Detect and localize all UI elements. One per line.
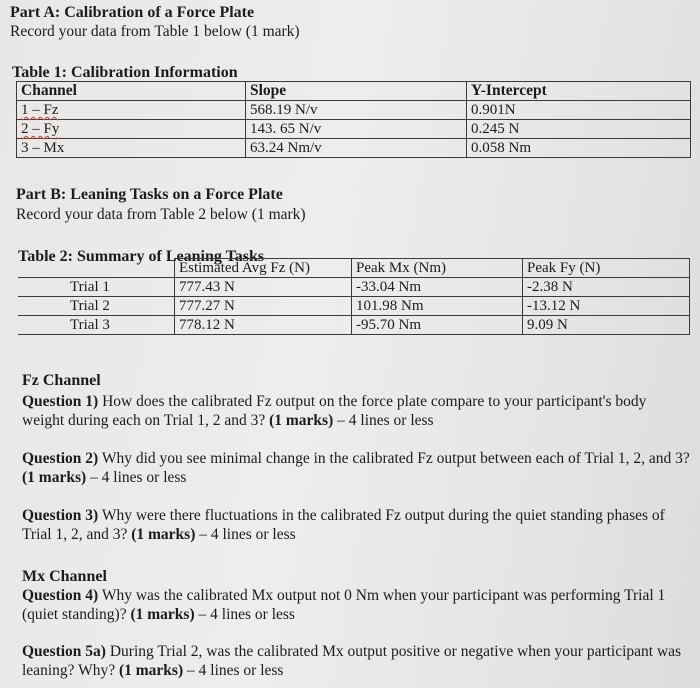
table1-cell-slope: 568.19 N/v [246, 101, 467, 120]
table1-cell-channel [17, 101, 246, 120]
question-3-tail: – 4 lines or less [195, 526, 296, 543]
channel-label: 1 – Fz [21, 102, 59, 118]
question-1 [22, 392, 692, 430]
table2-cell-fz: 777.43 N [175, 278, 352, 297]
table1-header-row [17, 82, 691, 101]
question-4-label: Question 4) [22, 587, 99, 604]
question-3 [22, 506, 692, 544]
question-3-marks: (1 marks) [131, 526, 196, 543]
table-row [18, 316, 690, 335]
table1-cell-intercept: 0.245 N [467, 120, 691, 139]
question-5a-marks: (1 marks) [118, 662, 184, 679]
question-4-tail: – 4 lines or less [194, 606, 295, 623]
channel-label: 2 – Fy [21, 121, 60, 137]
table-row [17, 139, 691, 158]
table1-cell-slope: 63.24 Nm/v [246, 139, 467, 158]
part-a-title: Part A: Calibration of a Force Plate [10, 4, 255, 21]
table1-caption: Table 1: Calibration Information [12, 64, 238, 81]
table2-cell-fz: 777.27 N [175, 297, 352, 316]
question-1-label: Question 1) [22, 393, 99, 410]
table2-header-blank [18, 259, 175, 278]
header-fz-label: Estimated Avg Fz (N) [179, 260, 310, 276]
table1-header-slope: Slope [246, 82, 467, 101]
question-1-marks: (1 marks) [269, 412, 334, 429]
part-a-instruction [10, 23, 300, 41]
table2-header-fz [175, 259, 352, 278]
table2-cell-fz: 778.12 N [175, 316, 352, 335]
table1-header-intercept: Y-Intercept [467, 82, 691, 101]
table1-cell-channel [17, 120, 246, 139]
question-5a-tail: – 4 lines or less [183, 662, 284, 679]
table2-leaning-tasks [18, 258, 690, 335]
question-2-text: Why did you see minimal change in the calibrated Fz output between each of Trial 1, 2, and 3? [98, 450, 690, 467]
question-2-marks: (1 marks) [22, 469, 87, 486]
table2-cell-fy: -2.38 N [523, 278, 690, 297]
table-row [18, 278, 690, 297]
question-5a-label: Question 5a) [22, 643, 106, 660]
table2-cell-fy: 9.09 N [523, 316, 690, 335]
table1-calibration [16, 81, 691, 158]
table1-cell-intercept: 0.901N [467, 101, 691, 120]
question-3-text: Why were there fluctuations in the calibrated Fz output during the quiet standing phases of Trial 1, 2, and 3? [22, 507, 665, 543]
part-a-instruction-text: Record your data from Table 1 below (1 mark) [10, 23, 300, 40]
mx-channel-heading: Mx Channel [22, 568, 107, 585]
question-4 [22, 586, 692, 624]
table1-cell-slope: 143. 65 N/v [246, 120, 467, 139]
table2-cell-trial: Trial 2 [18, 297, 175, 316]
question-5a [22, 642, 692, 680]
question-4-marks: (1 marks) [130, 606, 195, 623]
table2-cell-mx: -95.70 Nm [352, 316, 523, 335]
table1-header-channel: Channel [17, 82, 246, 101]
table-row [18, 297, 690, 316]
fz-channel-heading: Fz Channel [22, 372, 101, 389]
table1-cell-intercept: 0.058 Nm [467, 139, 691, 158]
table2-header-fy: Peak Fy (N) [523, 259, 690, 278]
question-2 [22, 449, 692, 487]
question-1-text: How does the calibrated Fz output on the force plate compare to your participant's body weight during each on Trial 1, 2 and 3? [22, 393, 647, 429]
table2-cell-mx: -33.04 Nm [352, 278, 523, 297]
table2-caption: Table 2: Summary of Leaning Tasks [18, 248, 265, 265]
question-2-label: Question 2) [22, 450, 99, 467]
part-b-title: Part B: Leaning Tasks on a Force Plate [16, 186, 283, 203]
table2-cell-trial: Trial 1 [18, 278, 175, 297]
table2-cell-mx: 101.98 Nm [352, 297, 523, 316]
part-b-instruction: Record your data from Table 2 below (1 mark) [16, 206, 306, 223]
table2-header-row [18, 259, 690, 278]
table-row [17, 101, 691, 120]
question-2-tail: – 4 lines or less [86, 469, 187, 486]
question-3-label: Question 3) [22, 507, 99, 524]
table1-cell-channel: 3 – Mx [17, 139, 246, 158]
question-4-text: Why was the calibrated Mx output not 0 Nm when your participant was performing Trial 1 (quiet standing)? [22, 587, 666, 623]
table2-cell-trial: Trial 3 [18, 316, 175, 335]
table2-header-mx: Peak Mx (Nm) [352, 259, 523, 278]
table2-cell-fy: -13.12 N [523, 297, 690, 316]
question-5a-text: During Trial 2, was the calibrated Mx output positive or negative when your participant was leaning? Why? [22, 643, 682, 679]
table-row [17, 120, 691, 139]
question-1-tail: – 4 lines or less [333, 412, 434, 429]
